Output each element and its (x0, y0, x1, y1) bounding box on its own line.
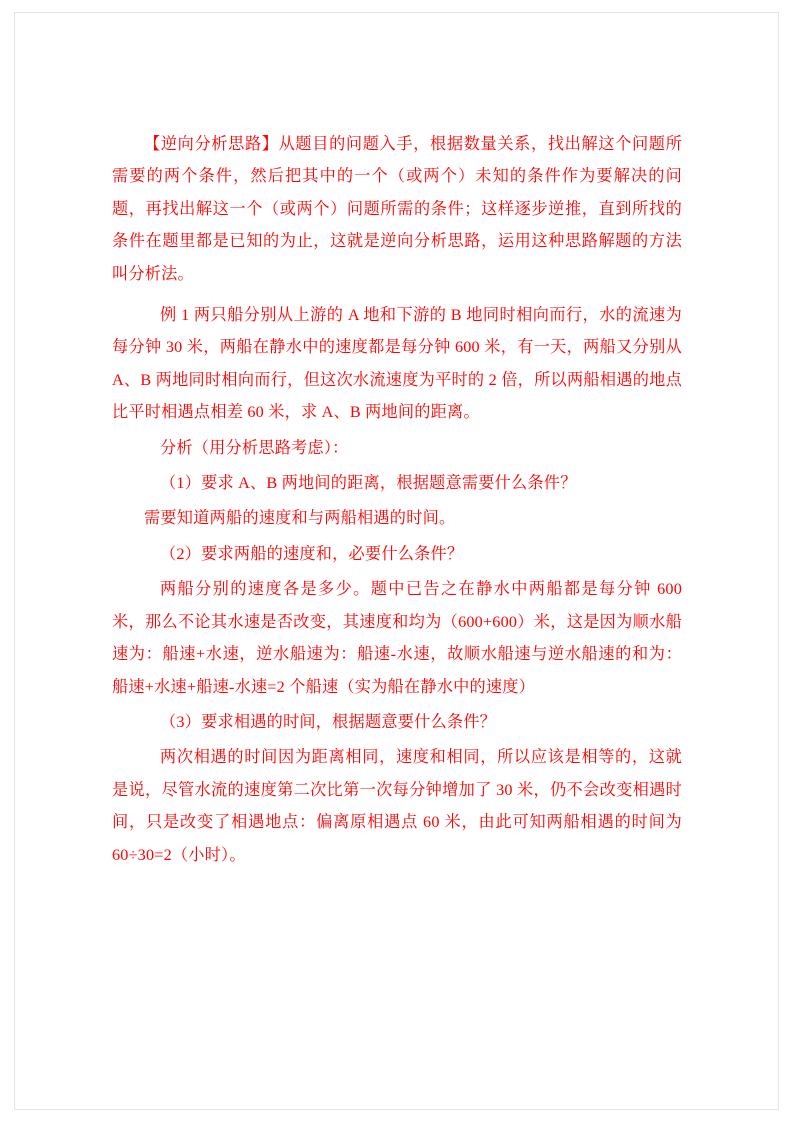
paragraph-answer-3 (112, 741, 682, 871)
paragraph-intro (112, 128, 682, 290)
paragraph-answer-2 (112, 573, 682, 703)
paragraph-text: （1）要求 A、B 两地间的距离，根据题意需要什么条件？ (160, 474, 577, 493)
reverse-analysis-tag: 【逆向分析思路】 (144, 135, 279, 153)
paragraph-text: （3）要求相遇的时间，根据题意要什么条件？ (160, 712, 497, 731)
paragraph-text: 两船分别的速度各是多少。题中已告之在静水中两船都是每分钟 600 米，那么不论其水速是否改变，其速度和均为（600+600）米，这是因为顺水船速为：船速+水速，逆水船速为：船速-水速，故顺水船速与逆水船速的和为：船速+水速+船速-水速=2 个船速（实为船在静水中的速度） (112, 580, 682, 696)
paragraph-question-1 (112, 467, 682, 499)
paragraph-text: 例 1 两只船分别从上游的 A 地和下游的 B 地同时相向而行，水的流速为每分钟 30 米，两船在静水中的速度都是每分钟 600 米，有一天，两船又分别从 A、B 两地同时相向而行，但这次水流速度为平时的 2 倍，所以两船相遇的地点比平时相遇点相差 60 米，求 A、B 两地间的距离。 (112, 306, 682, 422)
paragraph-question-2 (112, 538, 682, 570)
paragraph-question-3 (112, 706, 682, 738)
paragraph-text: 分析（用分析思路考虑）： (160, 438, 349, 457)
paragraph-analysis-head (112, 432, 682, 464)
document-body (112, 128, 682, 874)
paragraph-text: （2）要求两船的速度和，必要什么条件？ (160, 544, 464, 563)
paragraph-text: 两次相遇的时间因为距离相同，速度和相同，所以应该是相等的，这就是说，尽管水流的速度第二次比第一次每分钟增加了 30 米，仍不会改变相遇时间，只是改变了相遇地点：偏离原相遇点 60 米，由此可知两船相遇的时间为 60÷30=2（小时）。 (112, 748, 682, 864)
paragraph-answer-1 (112, 502, 682, 534)
paragraph-example-1 (112, 299, 682, 429)
paragraph-text: 从题目的问题入手，根据数量关系，找出解这个问题所需要的两个条件，然后把其中的一个（或两个）未知的条件作为要解决的问题，再找出解这一个（或两个）问题所需的条件；这样逐步逆推，直到所找的条件在题里都是已知的为止，这就是逆向分析思路，运用这种思路解题的方法叫分析法。 (112, 135, 682, 283)
paragraph-text: 需要知道两船的速度和与两船相遇的时间。 (144, 509, 456, 528)
